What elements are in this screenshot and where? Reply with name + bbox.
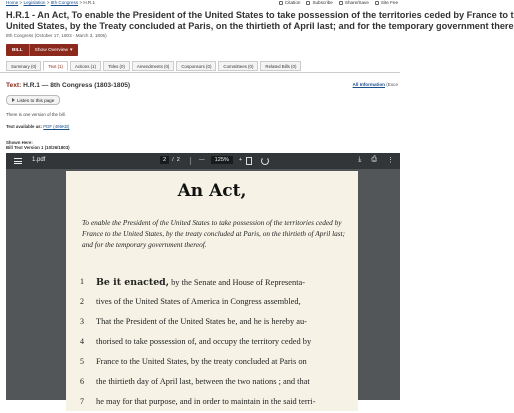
citation-button[interactable] [279,0,301,5]
text-heading-value: H.R.1 — 8th Congress (1803-1805) [23,82,131,89]
play-icon [12,98,15,102]
bill-text-version: Bill Text Version 1 (10/26/1803) [6,145,70,151]
text-heading-label: Text: [6,82,22,89]
line-body: by the Senate and House of Representa- [169,278,306,287]
document-lines [66,273,358,413]
line-number: 6 [80,377,84,386]
pdf-page [66,171,358,411]
zoom-level[interactable]: 125% [211,156,233,164]
pdf-toolbar [6,153,400,169]
print-icon[interactable]: ⎙ [371,156,377,163]
document-heading: An Act, [177,181,247,201]
pdf-link[interactable]: PDF (495KB) [43,124,70,129]
all-information-link[interactable]: All Information [352,82,385,87]
all-information [353,82,398,87]
download-icon[interactable]: ⤓ [358,156,362,163]
top-bar [0,0,400,10]
pdf-actions [358,156,394,164]
menu-icon[interactable] [14,158,22,164]
zoom-in-button[interactable]: + [238,157,243,163]
line-lead: Be it enacted, [96,277,169,288]
subscribe-button[interactable] [306,0,332,5]
citation-icon [279,1,283,5]
toolbar-divider [190,157,191,165]
pdf-file-name: 1.pdf [32,157,46,163]
tab-titles[interactable]: Titles (0) [103,61,130,71]
breadcrumb: Home > Legislation > 8th Congress > H.R.1 [6,0,96,5]
version-note: There is one version of the bill. [6,112,66,117]
document-line [66,393,358,413]
more-options-icon[interactable]: ⋮ [387,157,394,164]
site-feedback-button[interactable] [375,0,398,5]
shown-here [6,140,70,151]
bill-label: BILL [12,47,23,53]
document-line [66,273,358,293]
line-text [96,277,356,288]
document-intro: To enable the President of the United States to take possession of the territories ceded by France to the United States, by the treaty concluded at Paris, on the thirtieth of April last; and for the temporary government thereof. [82,218,346,249]
line-text: he may for that purpose, and in order to maintain in the said terri- [96,397,316,406]
rotate-icon[interactable] [261,157,269,165]
show-overview-button[interactable] [29,44,79,56]
subscribe-label: Subscribe [312,0,333,5]
tab-amendments[interactable]: Amendments (0) [132,61,174,71]
text-available-as [6,124,69,129]
congress-dates: 8th Congress (October 17, 1803 - March 3, 1805) [6,33,107,38]
shown-here-label: Shown Here: [6,140,33,145]
show-overview-label: Show Overview [34,47,68,53]
document-line [66,293,358,313]
share-save-button[interactable] [339,0,369,5]
share-label: Share/Save [344,0,369,5]
line-number: 3 [80,317,84,326]
tab-text[interactable]: Text (1) [43,61,68,71]
zoom-controls [199,156,242,164]
available-label: Text available as: [6,124,43,129]
top-actions [279,0,398,5]
page-indicator [160,156,180,164]
tab-related-bills[interactable]: Related Bills (0) [260,61,301,71]
line-text: France to the United States, by the treaty concluded at Paris on [96,357,307,366]
zoom-out-button[interactable]: — [199,157,205,163]
fit-page-icon[interactable] [246,157,252,165]
line-number: 4 [80,337,84,346]
breadcrumb-home[interactable]: Home [6,0,19,5]
document-line [66,333,358,353]
tab-summary[interactable]: Summary (0) [6,61,41,71]
citation-label: Citation [284,0,301,5]
line-number: 2 [80,297,84,306]
listen-label: Listen to this page [17,97,55,103]
listen-button[interactable] [6,95,60,105]
line-text: That the President of the United States be, and he is hereby au- [96,317,307,326]
share-icon [339,1,343,5]
title-line-2: United States, by the Treaty concluded at Paris, on the thirtieth of April last; and for the temporary government there [6,20,514,31]
subscribe-icon [306,1,310,5]
breadcrumb-legislation[interactable]: Legislation [23,0,46,5]
document-line [66,373,358,393]
text-heading [6,82,130,89]
feedback-icon [375,1,379,5]
breadcrumb-bill: H.R.1 [83,0,96,5]
tab-cosponsors[interactable]: Cosponsors (0) [176,61,216,71]
feedback-label: Site Fee [380,0,398,5]
page-separator: / [172,157,174,163]
document-line [66,353,358,373]
line-number: 5 [80,357,84,366]
document-line [66,313,358,333]
page-title [6,10,514,31]
title-line-1: H.R.1 - An Act, To enable the President of the United States to take possession of the territories ceded by France to t [6,10,514,20]
all-information-suffix: (Exce [386,82,398,87]
breadcrumb-congress[interactable]: 8th Congress [50,0,79,5]
tab-committees[interactable]: Committees (0) [218,61,258,71]
page-total: 2 [176,157,180,163]
tab-bar [6,61,301,71]
pdf-viewer[interactable] [6,153,400,406]
line-text: the thirtieth day of April last, between the two nations ; and that [96,377,310,386]
line-text: tives of the United States of America in Congress assembled, [96,297,301,306]
line-number: 7 [80,397,84,406]
chevron-down-icon: ▾ [70,47,73,53]
tab-actions[interactable]: Actions (1) [70,61,101,71]
line-number: 1 [80,277,84,286]
tab-divider [0,72,400,73]
line-text: thorised to take possession of, and occupy the territory ceded by [96,337,312,346]
bill-badge [6,44,78,56]
page-number-input[interactable]: 2 [160,156,169,164]
